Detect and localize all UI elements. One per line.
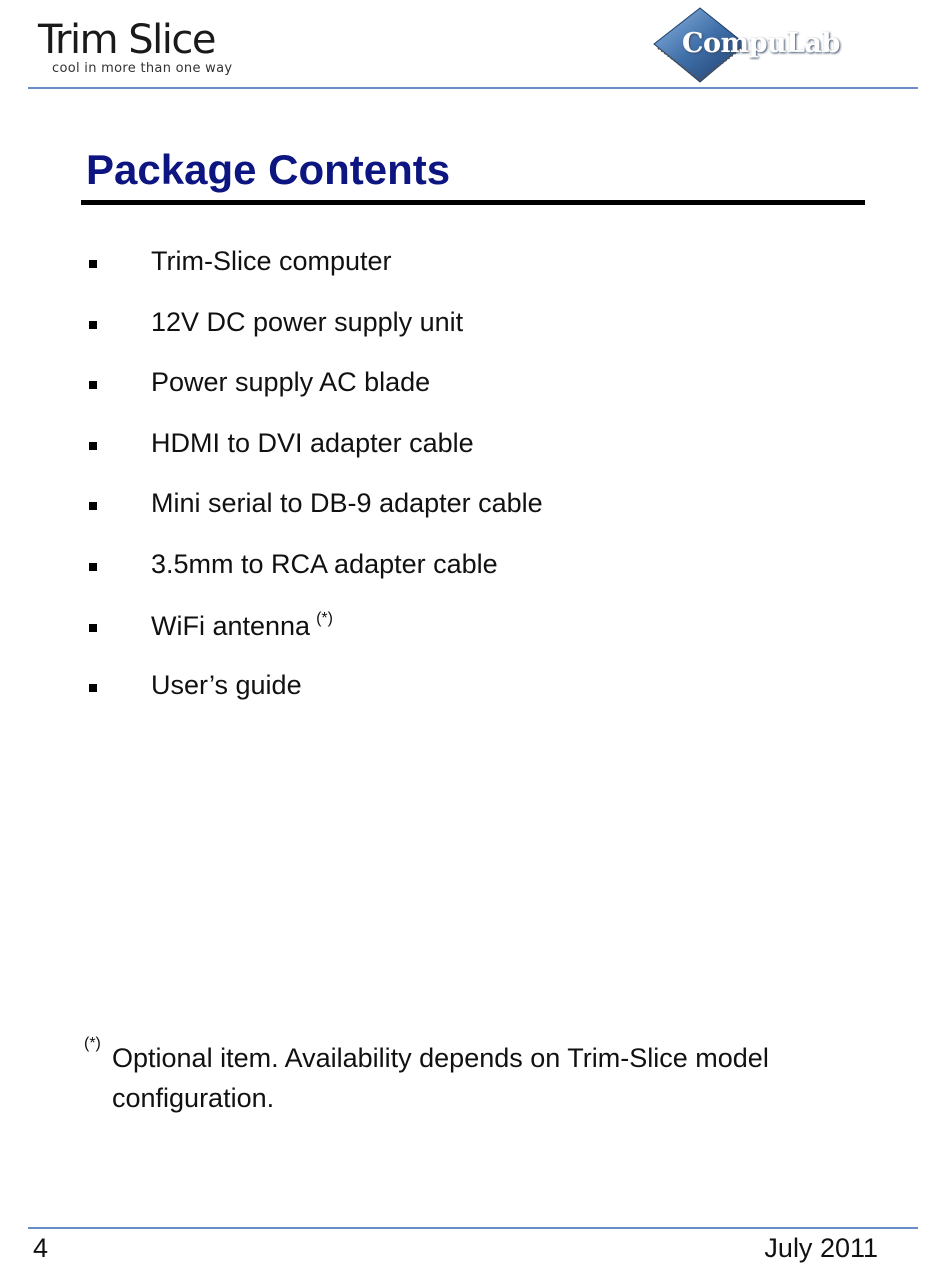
footnote [84,1035,864,1118]
list-item-label: 3.5mm to RCA adapter cable [151,548,498,579]
compulab-logo [650,6,850,84]
list-item-label: WiFi antenna [151,610,311,641]
logo-tagline: cool in more than one way [52,61,233,76]
footer-rule [28,1227,918,1229]
bullet-icon [89,684,97,692]
list-item-text [151,670,302,701]
logo-name: Trim Slice [38,17,216,63]
list-item-label: Trim-Slice computer [151,246,392,276]
list-item-text [151,246,392,277]
list-item-label: User’s guide [151,670,302,701]
logo-brand: CompuLab [682,28,840,59]
bullet-icon [89,563,97,571]
header-rule [28,87,918,89]
title-rule [81,200,865,205]
page-number: 4 [33,1233,49,1263]
list-item-text [151,549,498,580]
bullet-icon [89,502,97,510]
list-item-text [151,428,474,459]
list-item-label: Power supply AC blade [151,367,431,398]
list-item-text [151,488,543,519]
trim-slice-logo [38,17,248,78]
page-title: Package Contents [86,146,451,193]
footnote-text: Optional item. Availability depends on Trim-Slice model configuration. [112,1043,769,1113]
list-item-label: Mini serial to DB-9 adapter cable [151,488,543,519]
footnote-mark: (*) [84,1035,101,1052]
bullet-icon [89,624,97,632]
list-item-text [151,307,463,338]
bullet-icon [89,260,97,268]
list-item-text [151,610,333,642]
bullet-icon [89,442,97,450]
bullet-icon [89,321,97,329]
footer-date: July 2011 [764,1233,878,1263]
bullet-icon [89,381,97,389]
optional-mark: (*) [316,609,333,627]
list-item-text [151,367,430,398]
list-item-label: HDMI to DVI adapter cable [151,427,474,458]
list-item-label: 12V DC power supply unit [151,306,464,337]
